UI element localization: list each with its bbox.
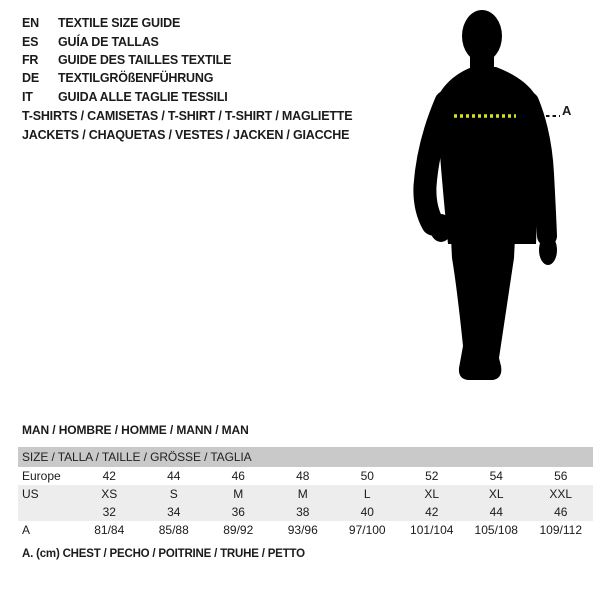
size-value: 42 — [102, 469, 116, 483]
measure-label-a: A — [562, 103, 572, 118]
row-label: US — [22, 487, 39, 501]
size-value: 44 — [167, 469, 181, 483]
language-row — [22, 69, 231, 87]
size-value: 54 — [489, 469, 503, 483]
size-value: 97/100 — [348, 523, 386, 537]
language-label: TEXTILGRÖßENFÜHRUNG — [58, 71, 214, 86]
size-value: S — [169, 487, 178, 501]
language-label: GUIDE DES TAILLES TEXTILE — [58, 52, 232, 67]
language-code: FR — [22, 52, 39, 67]
size-value: XS — [101, 487, 118, 501]
size-value: 36 — [231, 505, 245, 519]
size-value: 38 — [296, 505, 310, 519]
size-value: 93/96 — [287, 523, 318, 537]
size-value: 46 — [231, 469, 245, 483]
size-value: 101/104 — [410, 523, 454, 537]
language-row — [22, 32, 231, 50]
language-label: GUIDA ALLE TAGLIE TESSILI — [58, 89, 228, 104]
size-value: 109/112 — [539, 523, 582, 537]
row-label: Europe — [22, 469, 61, 483]
language-label: TEXTILE SIZE GUIDE — [58, 16, 181, 31]
size-value: 85/88 — [158, 523, 189, 537]
man-silhouette — [402, 6, 572, 388]
size-value: 81/84 — [94, 523, 125, 537]
language-row — [22, 88, 231, 106]
section-title-man: MAN / HOMBRE / HOMME / MANN / MAN — [22, 423, 249, 437]
language-list — [22, 14, 231, 106]
size-value: 50 — [360, 469, 374, 483]
measurement-footnote: A. (cm) CHEST / PECHO / POITRINE / TRUHE / PETTO — [22, 548, 305, 560]
size-value: 105/108 — [474, 523, 518, 537]
size-value: 56 — [554, 469, 568, 483]
language-code: ES — [22, 34, 39, 49]
size-value: 40 — [360, 505, 374, 519]
category-list — [22, 107, 352, 145]
category-line-jackets: JACKETS / CHAQUETAS / VESTES / JACKEN / GIACCHE — [22, 128, 350, 142]
language-code: EN — [22, 16, 39, 31]
size-value: M — [233, 487, 244, 501]
size-value: 89/92 — [223, 523, 254, 537]
table-row-chest-cm — [18, 521, 593, 539]
language-row — [22, 14, 231, 32]
table-row-us-numbers — [18, 503, 593, 521]
size-value: 44 — [489, 505, 503, 519]
category-line-tshirts: T-SHIRTS / CAMISETAS / T-SHIRT / T-SHIRT / MAGLIETTE — [22, 109, 353, 123]
language-code: DE — [22, 71, 39, 86]
size-value: L — [363, 487, 371, 501]
size-value: M — [297, 487, 308, 501]
size-value: 48 — [296, 469, 310, 483]
row-label: A — [22, 523, 31, 537]
table-row-europe — [18, 467, 593, 485]
language-code: IT — [22, 89, 33, 104]
size-value: 42 — [425, 505, 439, 519]
size-value: XXL — [549, 487, 573, 501]
size-value: XL — [424, 487, 440, 501]
size-value: XL — [488, 487, 504, 501]
row-label — [18, 503, 77, 521]
size-value: 52 — [425, 469, 439, 483]
size-table — [18, 447, 593, 539]
language-label: GUÍA DE TALLAS — [58, 34, 159, 49]
size-value: 46 — [554, 505, 568, 519]
table-row-us-letters — [18, 485, 593, 503]
language-row — [22, 51, 231, 69]
size-value: 32 — [102, 505, 116, 519]
table-header: SIZE / TALLA / TAILLE / GRÖSSE / TAGLIA — [18, 447, 593, 467]
size-value: 34 — [167, 505, 181, 519]
